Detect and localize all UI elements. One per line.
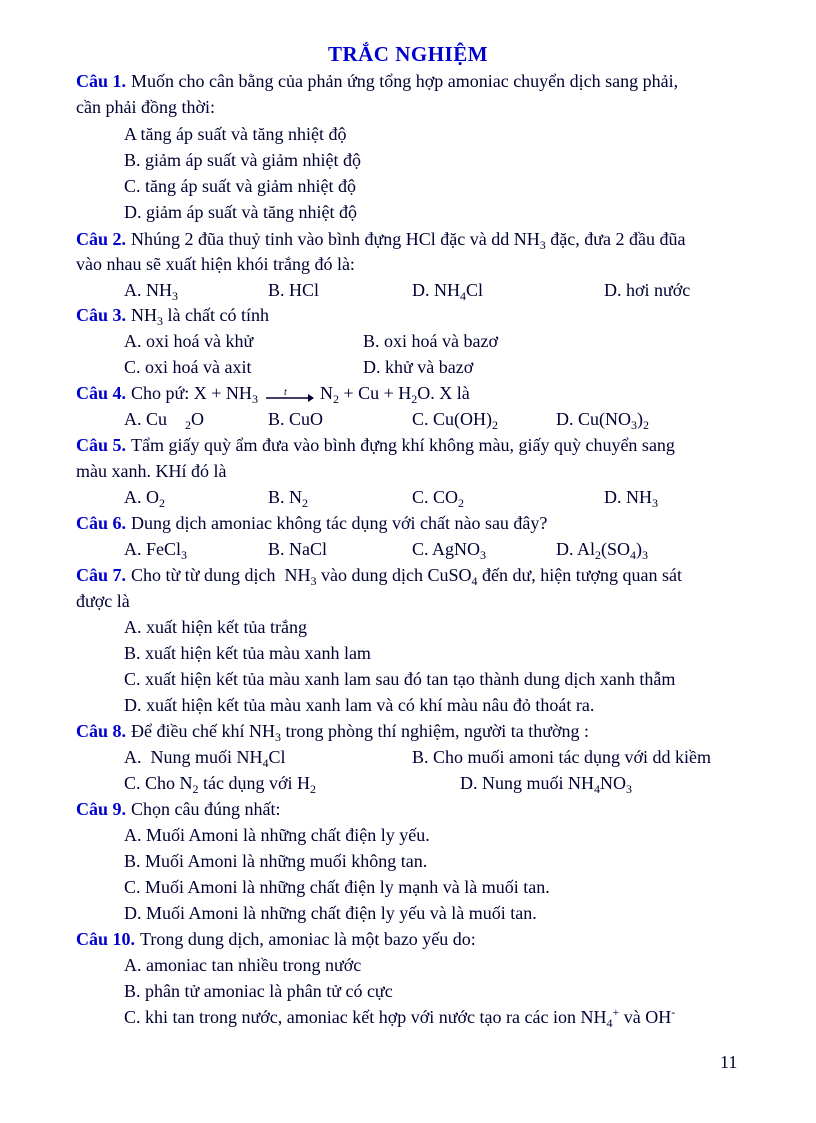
question-5-continued: màu xanh. KHí đó là <box>76 461 227 481</box>
question-label: Câu 6. <box>76 513 127 533</box>
option-d: D. $Cu(NO_3)_2$ <box>556 409 649 432</box>
question-1-continued <box>76 96 746 118</box>
option-b: B. CuO <box>268 409 324 429</box>
question-label: Câu 7. <box>76 565 127 585</box>
question-7: Câu 7. Cho từ từ dung dịch $NH_3$ vào dung dịch CuSO$_4$ đến dư, hiện tượng quan sát <box>76 565 683 588</box>
option-a: A tăng áp suất và tăng nhiệt độ <box>124 124 347 144</box>
question-text: Nhúng 2 đũa thuỷ tinh vào bình đựng HCl đặc và dd NH <box>131 229 540 249</box>
question-label: Câu 10. <box>76 929 136 949</box>
option-c: C. tăng áp suất và giảm nhiệt độ <box>124 176 356 196</box>
option-c: C. Muối Amoni là những chất điện ly mạnh và là muối tan. <box>124 877 550 897</box>
page-title: TRẮC NGHIỆM <box>327 42 489 66</box>
question-label: Câu 2. <box>76 229 127 249</box>
option-a: A. $NH_3$ <box>124 280 178 303</box>
option-d: D. giảm áp suất và tăng nhiệt độ <box>124 202 357 222</box>
option-b: B. HCl <box>268 280 320 300</box>
question-label: Câu 5. <box>76 435 127 455</box>
subscript: 3 <box>539 238 546 252</box>
question-label: Câu 9. <box>76 799 127 819</box>
option-c: C. $CO_2$ <box>412 487 465 510</box>
option-a: A. oxi hoá và khử <box>124 331 254 351</box>
option-b: B. xuất hiện kết tủa màu xanh lam <box>124 643 371 663</box>
question-2 <box>76 228 746 250</box>
option-a: A. FeCl$_3$ <box>124 539 188 562</box>
svg-text:t: t <box>283 386 287 398</box>
option-a: A. $O_2$ <box>124 487 165 510</box>
option-c: D. $NH_4Cl$ <box>412 280 484 303</box>
option-a: A. Muối Amoni là những chất điện ly yếu. <box>124 825 430 845</box>
question-8: Câu 8. Để điều chế khí $NH_3$ trong phòng thí nghiệm, người ta thường : <box>76 721 590 744</box>
option-d: D. $Al_2(SO_4)_3$ <box>556 539 649 562</box>
option-d: D. Nung muối $NH_4NO_3$ <box>460 773 632 796</box>
option-a: A. Cu $_2$O <box>124 409 205 432</box>
question-label: Câu 1. <box>76 71 127 91</box>
option-b: B. Muối Amoni là những muối không tan. <box>124 851 428 871</box>
page-number: 11 <box>720 1052 738 1072</box>
option-c: C. $Cu(OH)_2$ <box>412 409 498 432</box>
option-b: B. NaCl <box>268 539 328 559</box>
question-text: Muốn cho cân bằng của phản ứng tổng hợp amoniac chuyển dịch sang phải, <box>131 71 679 91</box>
question-6: Câu 6. Dung dịch amoniac không tác dụng với chất nào sau đây? <box>76 513 548 533</box>
question-4: Câu 4. Cho pứ: $X + NH_3$ t $N_2 + Cu + H_2O$. X là <box>76 383 470 406</box>
question-label: Câu 8. <box>76 721 127 741</box>
option-d: D. Muối Amoni là những chất điện ly yếu và là muối tan. <box>124 903 537 923</box>
option-b: B. phân tử amoniac là phân tử có cực <box>124 981 393 1001</box>
question-label: Câu 4. <box>76 383 127 403</box>
reaction-arrow-icon <box>264 387 314 403</box>
question-10: Câu 10. Trong dung dịch, amoniac là một bazo yếu do: <box>76 929 476 949</box>
option-a: A. xuất hiện kết tủa trắng <box>124 617 307 637</box>
option-c: C. AgNO$_3$ <box>412 539 487 562</box>
option-a: A. Nung muối $NH_4Cl$ <box>124 747 286 770</box>
option-b: B. $N_2$ <box>268 487 309 510</box>
question-text: vào nhau sẽ xuất hiện khói trắng đó là: <box>76 254 355 274</box>
option-b: B. Cho muối amoni tác dụng với dd kiềm <box>412 747 711 767</box>
question-1 <box>76 70 746 92</box>
question-text: đặc, đưa 2 đầu đũa <box>545 229 686 249</box>
question-9: Câu 9. Chọn câu đúng nhất: <box>76 799 281 819</box>
option-d: D. $NH_3$ <box>604 487 658 510</box>
option-c: C. khi tan trong nước, amoniac kết hợp với nước tạo ra các ion $NH_4^+$ và OH- <box>124 1005 676 1030</box>
option-b: B. oxi hoá và bazơ <box>363 331 498 351</box>
option-d: D. xuất hiện kết tủa màu xanh lam và có khí màu nâu đỏ thoát ra. <box>124 695 595 715</box>
option-c: C. xuất hiện kết tủa màu xanh lam sau đó tan tạo thành dung dịch xanh thẫm <box>124 669 676 689</box>
question-5: Câu 5. Tẩm giấy quỳ ẩm đưa vào bình đựng khí không màu, giấy quỳ chuyển sang <box>76 435 675 455</box>
question-2-continued <box>76 253 746 275</box>
question-7-continued: được là <box>76 591 130 611</box>
question-label: Câu 3. <box>76 305 127 325</box>
option-b: B. giảm áp suất và giảm nhiệt độ <box>124 150 361 170</box>
option-d: D. khử và bazơ <box>363 357 474 377</box>
question-3: Câu 3. $NH_3$ là chất có tính <box>76 305 269 328</box>
option-c: C. oxi hoá và axit <box>124 357 252 377</box>
option-c: C. Cho $N_2$ tác dụng với $H_2$ <box>124 773 317 796</box>
question-text: cần phải đồng thời: <box>76 97 215 117</box>
option-d: D. hơi nước <box>604 280 691 300</box>
option-a: A. amoniac tan nhiều trong nước <box>124 955 362 975</box>
